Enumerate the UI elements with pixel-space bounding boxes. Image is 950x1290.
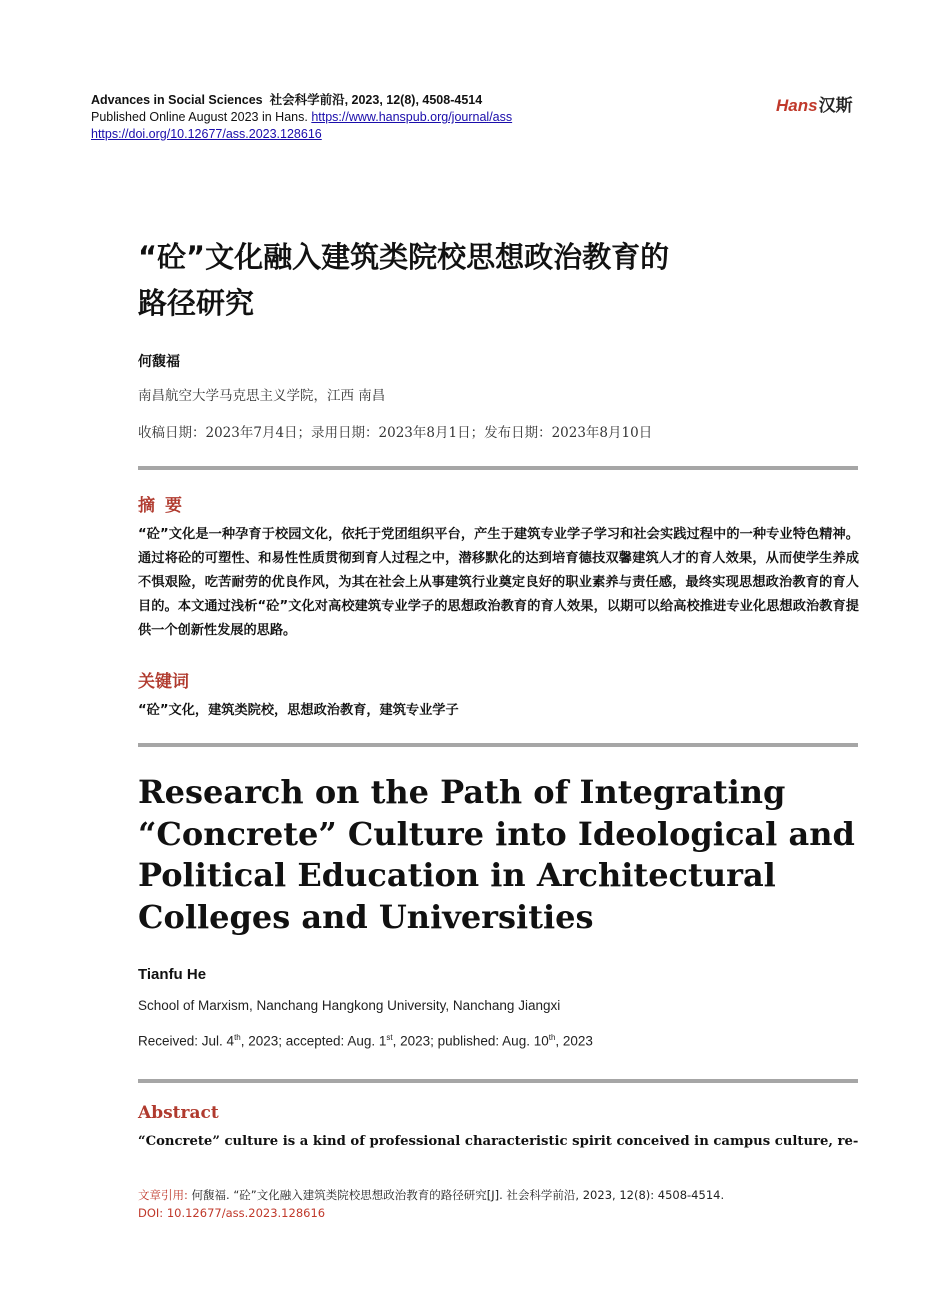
- en-title-line-2: “Concrete” Culture into Ideological and: [138, 814, 855, 853]
- doi-line: [91, 126, 322, 142]
- hans-logo: [776, 91, 853, 116]
- citation-block: [138, 1186, 724, 1222]
- citation-text: 何馥福. “砼”文化融入建筑类院校思想政治教育的路径研究[J]. 社会科学前沿, 2023, 12(8): 4508-4514.: [187, 1188, 725, 1202]
- doi-link[interactable]: https://doi.org/10.12677/ass.2023.128616: [91, 127, 322, 141]
- en-title-line-1: Research on the Path of Integrating: [138, 773, 786, 811]
- journal-header: [91, 92, 482, 108]
- journal-citation-cn: 社会科学前沿, 2023, 12(8), 4508-4514: [269, 93, 483, 107]
- en-affiliation: School of Marxism, Nanchang Hangkong University, Nanchang Jiangxi: [138, 998, 561, 1013]
- cn-affiliation: 南昌航空大学马克思主义学院，江西 南昌: [138, 388, 386, 404]
- published-sup: th: [548, 1033, 556, 1042]
- accepted-sup: st: [386, 1033, 393, 1042]
- citation-line: [138, 1186, 724, 1204]
- publish-line: [91, 109, 512, 125]
- received-sup: th: [234, 1033, 241, 1042]
- logo-en: Hans: [776, 96, 818, 115]
- en-abstract-text: “Concrete” culture is a kind of professional characteristic spirit conceived in campus culture, re-: [138, 1134, 859, 1149]
- citation-label: 文章引用:: [138, 1188, 188, 1202]
- cn-abstract-heading: 摘要: [138, 496, 192, 516]
- cn-title-line-2: 路径研究: [138, 286, 255, 320]
- logo-cn: 汉斯: [818, 96, 853, 115]
- cn-keywords: “砼”文化，建筑类院校，思想政治教育，建筑专业学子: [138, 703, 459, 718]
- journal-name-en: Advances in Social Sciences: [91, 93, 263, 107]
- citation-doi: DOI: 10.12677/ass.2023.128616: [138, 1206, 326, 1220]
- divider-2: [138, 743, 858, 747]
- cn-dates: 收稿日期：2023年7月4日；录用日期：2023年8月1日；发布日期：2023年8月10日: [138, 425, 653, 441]
- accepted-date: , 2023; accepted: Aug. 1: [240, 1033, 387, 1049]
- year-suffix: , 2023: [555, 1033, 593, 1049]
- journal-link[interactable]: https://www.hanspub.org/journal/ass: [311, 110, 513, 124]
- en-dates: [138, 1033, 593, 1049]
- cn-keywords-heading: 关键词: [138, 672, 189, 692]
- en-title: [138, 772, 858, 938]
- divider-3: [138, 1079, 858, 1083]
- cn-author: 何馥福: [138, 354, 180, 370]
- published-date: , 2023; published: Aug. 10: [392, 1033, 549, 1049]
- divider-1: [138, 466, 858, 470]
- cn-abstract-text: “砼”文化是一种孕育于校园文化，依托于党团组织平台，产生于建筑专业学子学习和社会实践过程中的一种专业特色精神。通过将砼的可塑性、和易性性质贯彻到育人过程之中，潜移默化的达到培育德技双馨建筑人才的育人效果，从而使学生养成不惧艰险，吃苦耐劳的优良作风，为其在社会上从事建筑行业奠定良好的职业素养与责任感，最终实现思想政治教育的育人目的。本文通过浅析“砼”文化对高校建筑专业学子的思想政治教育的育人效果，以期可以给高校推进专业化思想政治教育提供一个创新性发展的思路。: [138, 527, 859, 638]
- received-date: Received: Jul. 4: [138, 1033, 235, 1049]
- cn-title-line-1: “砼”文化融入建筑类院校思想政治教育的: [138, 240, 670, 274]
- en-author: Tianfu He: [138, 966, 207, 983]
- en-title-line-4: Colleges and Universities: [138, 897, 594, 936]
- cn-title: [138, 234, 858, 326]
- en-abstract-heading: Abstract: [138, 1103, 219, 1123]
- en-title-line-3: Political Education in Architectural: [138, 856, 776, 894]
- published-text: Published Online August 2023 in Hans.: [91, 110, 308, 124]
